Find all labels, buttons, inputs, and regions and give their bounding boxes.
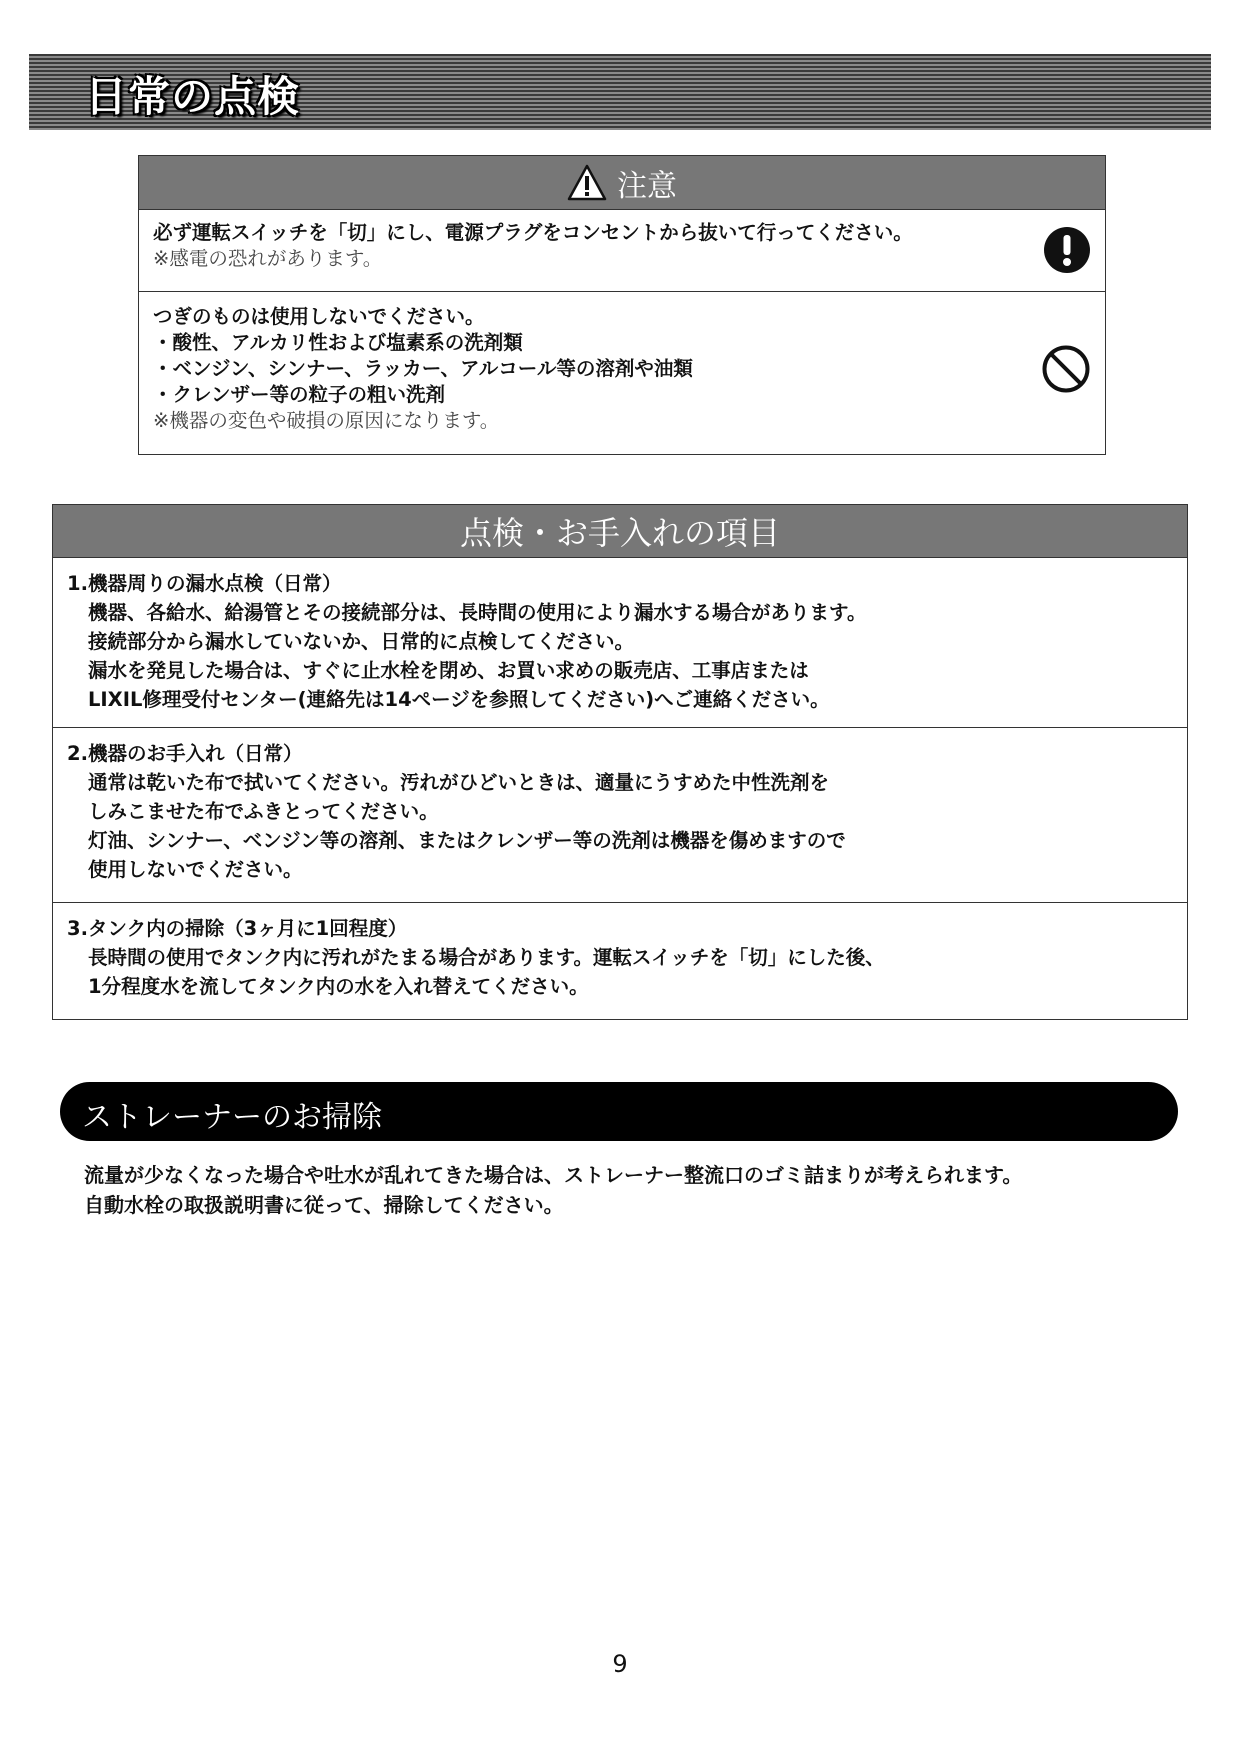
prohibition-icon: [1041, 344, 1091, 394]
inspection-item: [53, 728, 1187, 903]
page-title-bar: [29, 54, 1211, 130]
caution-note: ※機器の変色や破損の原因になります。: [153, 409, 500, 432]
item-line: 1分程度水を流してタンク内の水を入れ替えてください。: [88, 975, 589, 998]
inspection-title: 点検・お手入れの項目: [53, 505, 1187, 558]
strainer-title: ストレーナーのお掃除: [82, 1100, 382, 1135]
caution-box: [138, 155, 1106, 455]
item-line: 長時間の使用でタンク内に汚れがたまる場合があります。運転スイッチを「切」にした後、: [88, 946, 885, 969]
exclamation-icon: [1043, 226, 1091, 274]
caution-title: 注意: [617, 168, 677, 204]
caution-row: [139, 292, 1105, 455]
inspection-item: [53, 558, 1187, 728]
item-line: 機器、各給水、給湯管とその接続部分は、長時間の使用により漏水する場合があります。: [88, 601, 867, 624]
warning-triangle-icon: [567, 164, 607, 202]
caution-line: ・クレンザー等の粒子の粗い洗剤: [153, 383, 446, 406]
item-line: LIXIL修理受付センター(連絡先は14ページを参照してください)へご連絡ください。: [88, 688, 830, 711]
caution-line: 必ず運転スイッチを「切」にし、電源プラグをコンセントから抜いて行ってください。: [153, 221, 913, 244]
item-line: 通常は乾いた布で拭いてください。汚れがひどいときは、適量にうすめた中性洗剤を: [88, 771, 830, 794]
caution-line: つぎのものは使用しないでください。: [153, 305, 485, 328]
caution-row: [139, 210, 1105, 292]
item-line: しみこませた布でふきとってください。: [88, 800, 439, 823]
strainer-body: [84, 1160, 1022, 1220]
caution-header: [139, 156, 1105, 210]
item-line: 漏水を発見した場合は、すぐに止水栓を閉め、お買い求めの販売店、工事店または: [88, 659, 809, 682]
item-line: 使用しないでください。: [88, 858, 303, 881]
caution-line: ・酸性、アルカリ性および塩素系の洗剤類: [153, 331, 523, 354]
strainer-section-header: [60, 1082, 1178, 1141]
strainer-line: 自動水栓の取扱説明書に従って、掃除してください。: [84, 1193, 564, 1217]
caution-line: ・ベンジン、シンナー、ラッカー、アルコール等の溶剤や油類: [153, 357, 693, 380]
item-heading: 2.機器のお手入れ（日常）: [67, 742, 303, 765]
item-heading: 3.タンク内の掃除（3ヶ月に1回程度）: [67, 917, 408, 940]
caution-note: ※感電の恐れがあります。: [153, 247, 383, 270]
item-heading: 1.機器周りの漏水点検（日常）: [67, 572, 342, 595]
inspection-box: [52, 504, 1188, 1020]
inspection-item: [53, 903, 1187, 1019]
item-line: 接続部分から漏水していないか、日常的に点検してください。: [88, 630, 635, 653]
page-number: 9: [612, 1650, 628, 1678]
strainer-line: 流量が少なくなった場合や吐水が乱れてきた場合は、ストレーナー整流口のゴミ詰まりが考えられます。: [84, 1163, 1023, 1187]
item-line: 灯油、シンナー、ベンジン等の溶剤、またはクレンザー等の洗剤は機器を傷めますので: [88, 829, 846, 852]
page-title: 日常の点検: [85, 72, 301, 121]
